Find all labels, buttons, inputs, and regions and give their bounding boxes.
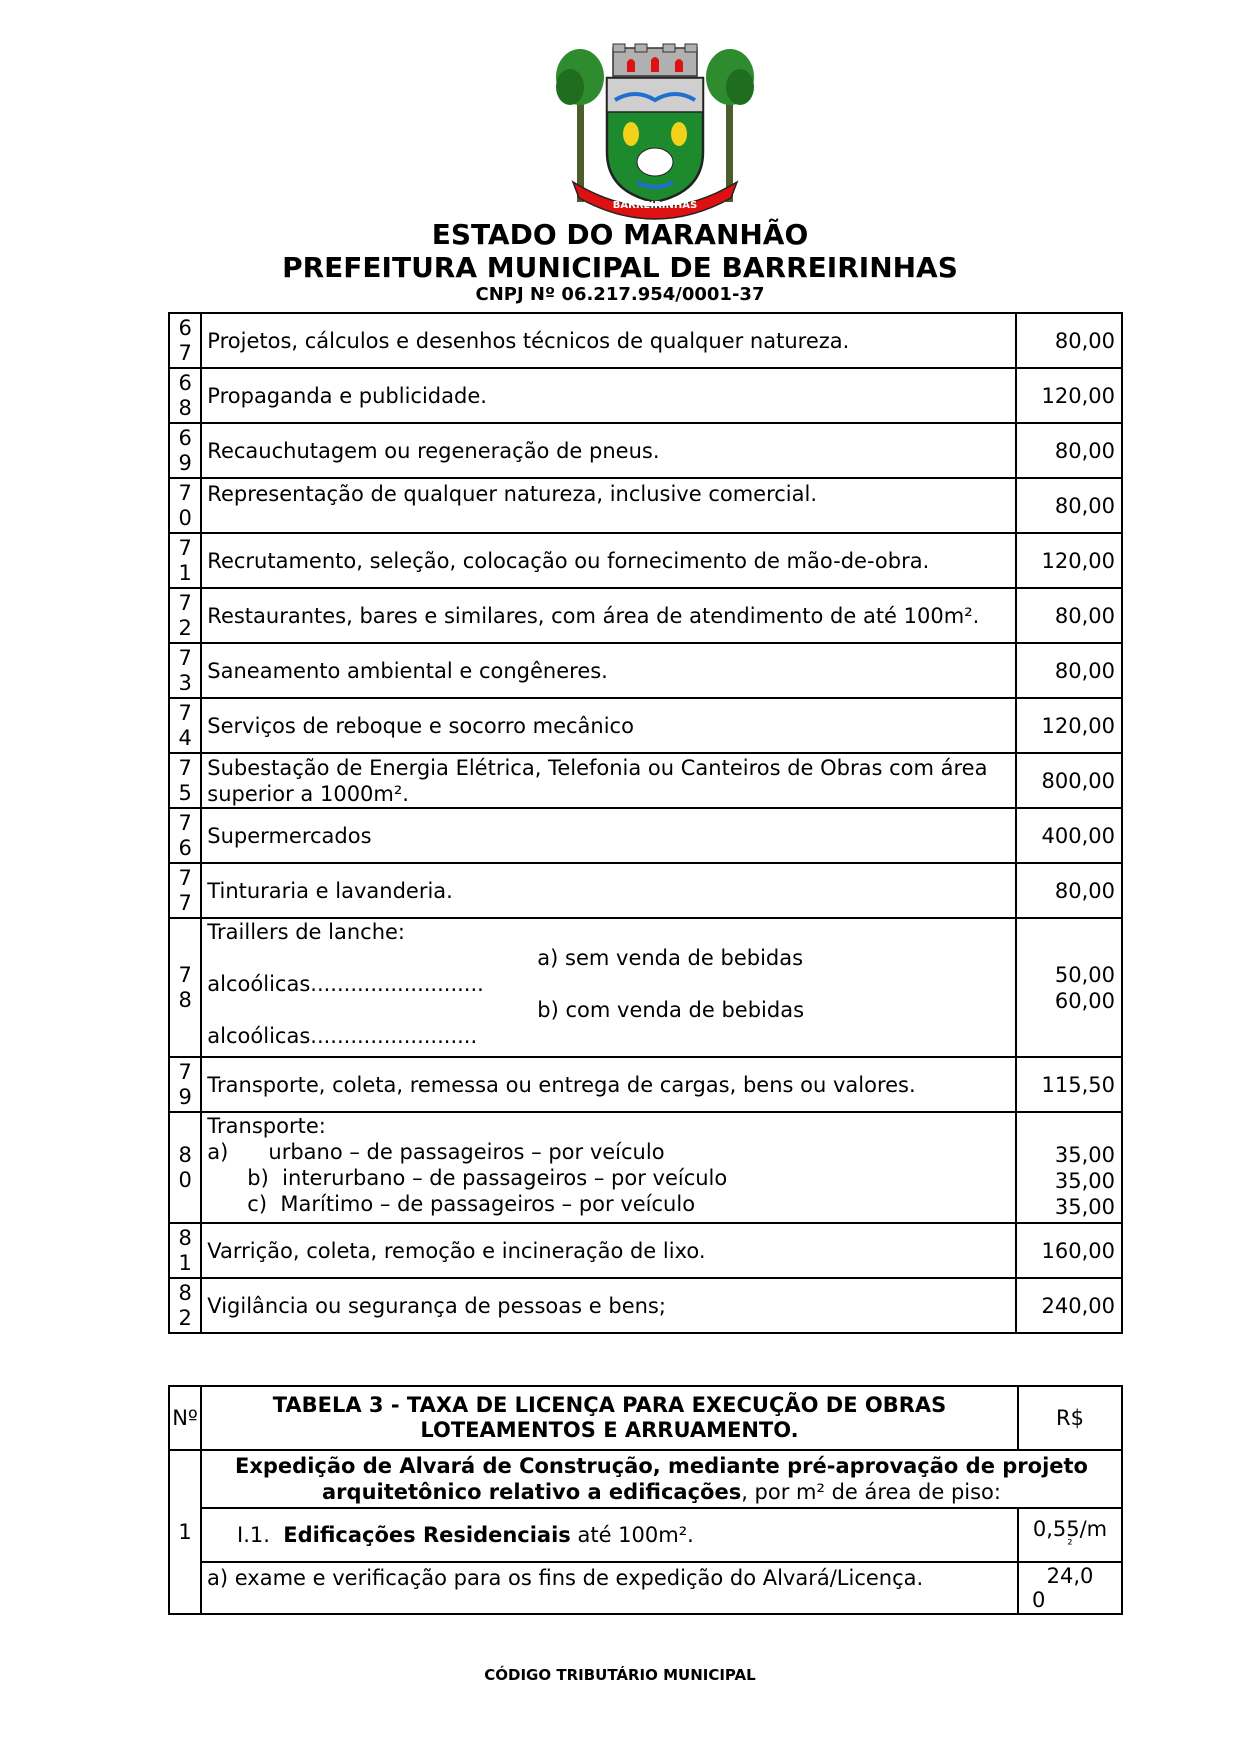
table-row-transporte xyxy=(169,1112,1122,1223)
table-title-line-1: TABELA 3 - TAXA DE LICENÇA PARA EXECUÇÃO DE OBRAS xyxy=(272,1393,947,1417)
row-number: 8 1 xyxy=(169,1223,201,1278)
table-row xyxy=(169,643,1122,698)
row-number: 6 7 xyxy=(169,313,201,368)
row-value: 80,00 xyxy=(1016,588,1122,643)
activities-fee-table xyxy=(168,312,1123,1334)
row-value: 240,00 xyxy=(1016,1278,1122,1333)
transporte-value-b: 35,00 xyxy=(1054,1169,1115,1193)
transporte-value-a: 35,00 xyxy=(1054,1143,1115,1167)
row-description: Serviços de reboque e socorro mecânico xyxy=(201,698,1016,753)
row-description: Transporte, coleta, remessa ou entrega de cargas, bens ou valores. xyxy=(201,1057,1016,1112)
table-row xyxy=(169,1057,1122,1112)
table-row xyxy=(169,808,1122,863)
row-description: Recrutamento, seleção, colocação ou fornecimento de mão-de-obra. xyxy=(201,533,1016,588)
row-number: 7 6 xyxy=(169,808,201,863)
row-number: 7 7 xyxy=(169,863,201,918)
table-header-row xyxy=(169,1386,1122,1450)
row-number: 8 0 xyxy=(169,1112,201,1223)
sub-item-description xyxy=(201,1508,1018,1562)
row-description: Tinturaria e lavanderia. xyxy=(201,863,1016,918)
row-description: Saneamento ambiental e congêneres. xyxy=(201,643,1016,698)
row-description: Vigilância ou segurança de pessoas e bens; xyxy=(201,1278,1016,1333)
row-description: Restaurantes, bares e similares, com área de atendimento de até 100m². xyxy=(201,588,1016,643)
row-number: 6 8 xyxy=(169,368,201,423)
construction-license-fee-table xyxy=(168,1385,1123,1615)
row-number: 7 1 xyxy=(169,533,201,588)
table-row xyxy=(169,1223,1122,1278)
transporte-option-c: c) Marítimo – de passageiros – por veículo xyxy=(247,1192,696,1216)
table-row xyxy=(169,313,1122,368)
row-value: 120,00 xyxy=(1016,698,1122,753)
row-value: 80,00 xyxy=(1016,423,1122,478)
traillers-option-a: a) sem venda de bebidas xyxy=(537,946,804,970)
item-intro-bold: Expedição de Alvará de Construção, mediante pré-aprovação de projeto arquitetônico relativo a edificações xyxy=(235,1454,1088,1504)
traillers-option-a-cont: alcoólicas.......................... xyxy=(207,972,484,996)
row-number: 8 2 xyxy=(169,1278,201,1333)
table-row xyxy=(169,368,1122,423)
row-description xyxy=(201,918,1016,1057)
transporte-value-c: 35,00 xyxy=(1054,1195,1115,1219)
traillers-option-b-cont: alcoólicas......................... xyxy=(207,1024,478,1048)
crest-banner-text: BARREIRINHAS xyxy=(612,200,698,211)
table-title-line-2: LOTEAMENTOS E ARRUAMENTO. xyxy=(420,1418,799,1442)
table-row xyxy=(169,863,1122,918)
row-description: Projetos, cálculos e desenhos técnicos de qualquer natureza. xyxy=(201,313,1016,368)
item-number: 1 xyxy=(169,1450,201,1614)
page-footer: CÓDIGO TRIBUTÁRIO MUNICIPAL xyxy=(484,1666,756,1684)
item-intro xyxy=(201,1450,1122,1508)
row-value: 115,50 xyxy=(1016,1057,1122,1112)
row-value: 800,00 xyxy=(1016,753,1122,808)
row-number: 7 0 xyxy=(169,478,201,533)
sub-item-rest: até 100m². xyxy=(570,1523,694,1547)
row-value: 80,00 xyxy=(1016,478,1122,533)
traillers-title: Traillers de lanche: xyxy=(207,920,406,944)
table-row xyxy=(169,753,1122,808)
column-header-value: R$ xyxy=(1018,1386,1122,1450)
row-value: 120,00 xyxy=(1016,368,1122,423)
shield-icon xyxy=(607,78,703,202)
table-row xyxy=(169,1508,1122,1562)
traillers-value-b: 60,00 xyxy=(1054,988,1115,1013)
row-value: 80,00 xyxy=(1016,313,1122,368)
row-description: Varrição, coleta, remoção e incineração de lixo. xyxy=(201,1223,1016,1278)
palm-tree-left-icon xyxy=(556,49,604,202)
table-row xyxy=(169,1450,1122,1508)
sub-item-prefix: I.1. xyxy=(237,1523,270,1547)
row-number: 7 4 xyxy=(169,698,201,753)
row-number: 7 2 xyxy=(169,588,201,643)
table-row xyxy=(169,698,1122,753)
mural-crown-icon xyxy=(613,44,697,76)
row-description: Propaganda e publicidade. xyxy=(201,368,1016,423)
item-intro-rest: , por m² de área de piso: xyxy=(741,1480,1001,1504)
row-value: 80,00 xyxy=(1016,863,1122,918)
row-description: Supermercados xyxy=(201,808,1016,863)
table-row xyxy=(169,1278,1122,1333)
row-number: 7 3 xyxy=(169,643,201,698)
traillers-value-a: 50,00 xyxy=(1054,962,1115,987)
row-description: Subestação de Energia Elétrica, Telefonia ou Canteiros de Obras com área superior a 1000m². xyxy=(201,753,1016,808)
table-title xyxy=(201,1386,1018,1450)
row-value: 400,00 xyxy=(1016,808,1122,863)
table-row xyxy=(169,478,1122,533)
palm-tree-right-icon xyxy=(706,49,754,202)
transporte-title: Transporte: xyxy=(207,1114,326,1138)
row-values xyxy=(1016,1112,1122,1223)
transporte-option-b: b) interurbano – de passageiros – por veículo xyxy=(247,1166,728,1190)
exam-value: 24,0 0 xyxy=(1018,1562,1122,1614)
row-description: Representação de qualquer natureza, inclusive comercial. xyxy=(201,478,1016,533)
traillers-option-b: b) com venda de bebidas xyxy=(537,998,805,1022)
row-description: Recauchutagem ou regeneração de pneus. xyxy=(201,423,1016,478)
cnpj-line: CNPJ Nº 06.217.954/0001-37 xyxy=(475,284,765,305)
row-number: 7 8 xyxy=(169,918,201,1057)
row-value: 80,00 xyxy=(1016,643,1122,698)
row-number: 7 5 xyxy=(169,753,201,808)
table-row xyxy=(169,1562,1122,1614)
table-row-traillers xyxy=(169,918,1122,1057)
row-value: 160,00 xyxy=(1016,1223,1122,1278)
row-value: 120,00 xyxy=(1016,533,1122,588)
prefecture-heading: PREFEITURA MUNICIPAL DE BARREIRINHAS xyxy=(282,251,958,284)
column-header-number: Nº xyxy=(169,1386,201,1450)
sub-item-value: 0,55/m ² xyxy=(1018,1508,1122,1562)
sub-item-bold: Edificações Residenciais xyxy=(283,1523,571,1547)
row-values xyxy=(1016,918,1122,1057)
row-number: 7 9 xyxy=(169,1057,201,1112)
table-row xyxy=(169,588,1122,643)
table-row xyxy=(169,423,1122,478)
exam-description: a) exame e verificação para os fins de expedição do Alvará/Licença. xyxy=(201,1562,1018,1614)
row-number: 6 9 xyxy=(169,423,201,478)
row-description xyxy=(201,1112,1016,1223)
municipal-crest-emblem xyxy=(555,42,755,220)
transporte-option-a: a) urbano – de passageiros – por veículo xyxy=(207,1140,665,1164)
table-row xyxy=(169,533,1122,588)
state-heading: ESTADO DO MARANHÃO xyxy=(431,218,809,251)
